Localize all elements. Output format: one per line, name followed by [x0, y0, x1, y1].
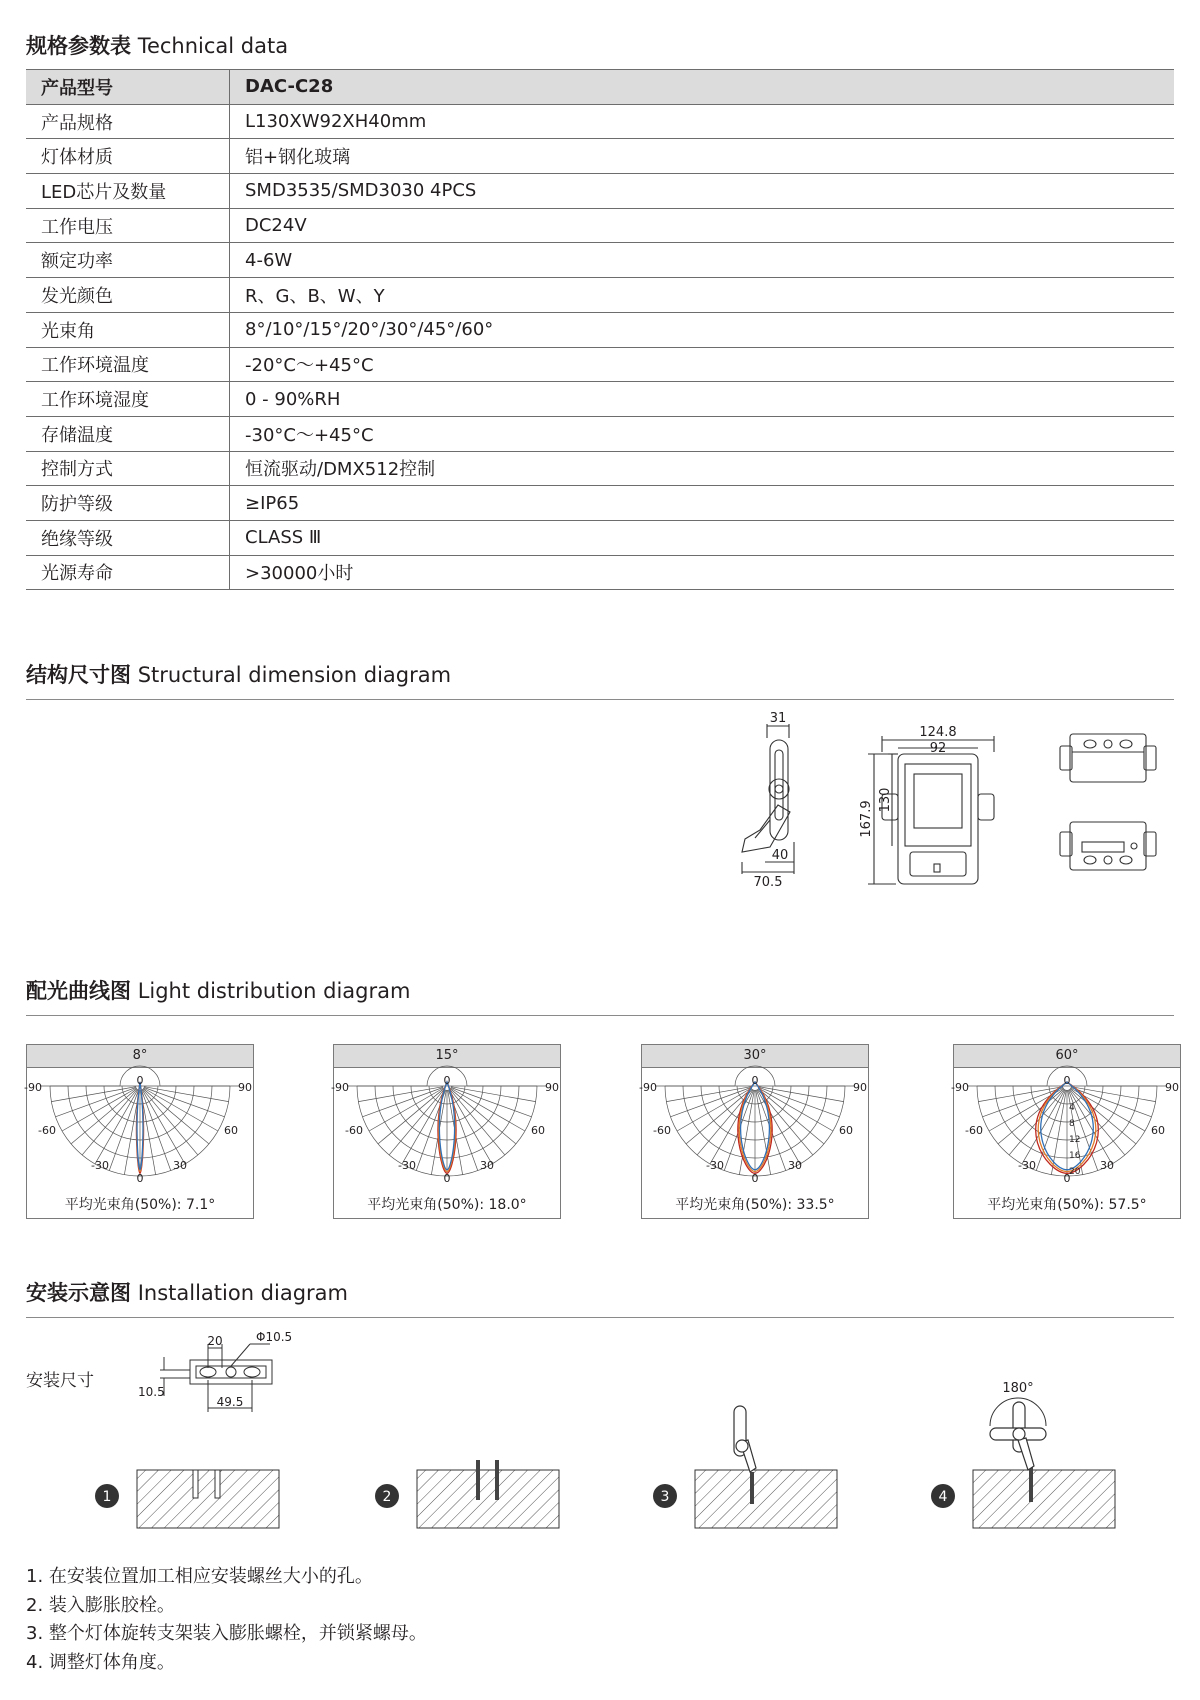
polar-axis-label: 90: [853, 1081, 867, 1094]
polar-axis-label: -90: [24, 1081, 42, 1094]
spec-section-title: [26, 30, 288, 60]
spec-value: 铝+钢化玻璃: [230, 139, 1175, 174]
polar-axis-label: 0: [1063, 1172, 1071, 1185]
spec-row: [26, 104, 1174, 139]
step-2-drawing: [375, 1460, 559, 1528]
polar-ring-label: 4: [1069, 1103, 1075, 1113]
polar-axis-label: 60: [1151, 1124, 1165, 1137]
spec-key: 工作环境温度: [26, 347, 230, 382]
spec-row: [26, 416, 1174, 451]
polar-axis-label: -30: [706, 1159, 724, 1172]
install-step-text: 3. 整个灯体旋转支架装入膨胀螺栓，并锁紧螺母。: [26, 1623, 427, 1644]
polar-axis-label: 30: [173, 1159, 187, 1172]
polar-angle-title: 60°: [954, 1045, 1180, 1068]
structure-title-en: Structural dimension diagram: [137, 663, 452, 687]
spec-key: 产品规格: [26, 104, 230, 139]
polar-chart: [24, 1068, 253, 1190]
spec-key: 防护等级: [26, 486, 230, 521]
spec-title-cn: 规格参数表: [26, 34, 131, 58]
angle-label: 180°: [1002, 1381, 1034, 1396]
bottom-view: [1060, 822, 1156, 870]
light-divider: [26, 1015, 1174, 1016]
install-title-cn: 安装示意图: [26, 1281, 131, 1305]
step-num-3: 3: [660, 1489, 670, 1505]
install-step-text: 4. 调整灯体角度。: [26, 1651, 175, 1673]
spec-row: [26, 486, 1174, 521]
spec-value: 恒流驱动/DMX512控制: [230, 451, 1175, 486]
spec-value: DAC-C28: [230, 70, 1175, 105]
spec-key: 发光颜色: [26, 278, 230, 313]
polar-avg-beam: 平均光束角(50%): 33.5°: [675, 1197, 835, 1213]
polar-axis-label: 30: [480, 1159, 494, 1172]
install-step-text: 2. 装入膨胀胶栓。: [26, 1594, 175, 1616]
dim-side-b2: 70.5: [753, 875, 783, 890]
dim-front-w1: 124.8: [919, 725, 957, 740]
spec-row: [26, 139, 1174, 174]
dim-inst-495: 49.5: [216, 1395, 244, 1409]
polar-axis-label: 90: [1165, 1081, 1179, 1094]
dim-inst-20: 20: [207, 1334, 223, 1348]
spec-key: LED芯片及数量: [26, 174, 230, 209]
spec-row: [26, 451, 1174, 486]
polar-axis-label: 90: [238, 1081, 252, 1094]
structure-drawing: [720, 712, 1180, 922]
polar-axis-label: -90: [639, 1081, 657, 1094]
spec-row: [26, 312, 1174, 347]
spec-row: [26, 243, 1174, 278]
polar-panel: [333, 1044, 561, 1219]
spec-key: 工作环境湿度: [26, 382, 230, 417]
spec-value: CLASS Ⅲ: [230, 520, 1175, 555]
spec-title-en: Technical data: [137, 34, 289, 58]
dim-front-w2: 92: [929, 741, 947, 756]
light-section-title: [26, 975, 410, 1005]
spec-key: 工作电压: [26, 208, 230, 243]
spec-row: [26, 174, 1174, 209]
polar-chart: [951, 1068, 1180, 1190]
dim-front-h2: 130: [878, 787, 893, 813]
spec-value: SMD3535/SMD3030 4PCS: [230, 174, 1175, 209]
dim-inst-phi: Φ10.5: [256, 1330, 293, 1344]
dim-side-top: 31: [769, 711, 787, 726]
step-3-drawing: [653, 1406, 837, 1528]
spec-header-row: [26, 70, 1174, 105]
polar-axis-label: -60: [653, 1124, 671, 1137]
polar-axis-label: 90: [545, 1081, 559, 1094]
spec-key: 灯体材质: [26, 139, 230, 174]
light-title-cn: 配光曲线图: [26, 979, 131, 1003]
step-num-4: 4: [938, 1489, 948, 1505]
spec-value: L130XW92XH40mm: [230, 104, 1175, 139]
polar-axis-label: 60: [531, 1124, 545, 1137]
polar-chart: [639, 1068, 868, 1190]
install-section-title: [26, 1277, 348, 1307]
polar-axis-label: 0: [443, 1074, 451, 1087]
polar-axis-label: 0: [443, 1172, 451, 1185]
spec-row: [26, 208, 1174, 243]
polar-avg-beam: 平均光束角(50%): 18.0°: [367, 1197, 527, 1213]
spec-key: 光束角: [26, 312, 230, 347]
polar-axis-label: 60: [839, 1124, 853, 1137]
structure-divider: [26, 699, 1174, 700]
spec-key: 绝缘等级: [26, 520, 230, 555]
polar-axis-label: 60: [224, 1124, 238, 1137]
polar-ring-label: 20: [1069, 1167, 1081, 1177]
polar-axis-label: 0: [136, 1172, 144, 1185]
polar-panel: [953, 1044, 1181, 1219]
polar-axis-label: -90: [331, 1081, 349, 1094]
install-steps-drawing: [80, 1370, 1130, 1535]
dim-inst-105: 10.5: [138, 1385, 165, 1399]
spec-value: -30°C～+45°C: [230, 416, 1175, 451]
spec-key: 存储温度: [26, 416, 230, 451]
polar-panel: [26, 1044, 254, 1219]
spec-value: 4-6W: [230, 243, 1175, 278]
polar-axis-label: -90: [951, 1081, 969, 1094]
spec-table: [26, 69, 1174, 590]
polar-avg-beam: 平均光束角(50%): 7.1°: [64, 1197, 216, 1213]
polar-axis-label: -60: [38, 1124, 56, 1137]
spec-key: 光源寿命: [26, 555, 230, 590]
step-num-2: 2: [382, 1489, 392, 1505]
polar-axis-label: -30: [1018, 1159, 1036, 1172]
spec-value: ≥IP65: [230, 486, 1175, 521]
polar-angle-title: 15°: [334, 1045, 560, 1068]
polar-axis-label: 0: [751, 1172, 759, 1185]
light-title-en: Light distribution diagram: [137, 979, 411, 1003]
install-step-text: 1. 在安装位置加工相应安装螺丝大小的孔。: [26, 1566, 373, 1587]
spec-value: 0 - 90%RH: [230, 382, 1175, 417]
spec-key: 产品型号: [26, 70, 230, 105]
structure-section-title: [26, 659, 451, 689]
spec-row: [26, 520, 1174, 555]
install-title-en: Installation diagram: [137, 1281, 348, 1305]
polar-ring-label: 8: [1069, 1119, 1075, 1129]
spec-value: DC24V: [230, 208, 1175, 243]
dim-side-b1: 40: [771, 848, 789, 863]
polar-axis-label: 30: [788, 1159, 802, 1172]
spec-row: [26, 347, 1174, 382]
polar-panel: [641, 1044, 869, 1219]
polar-axis-label: -60: [345, 1124, 363, 1137]
spec-value: -20°C～+45°C: [230, 347, 1175, 382]
polar-axis-label: -30: [91, 1159, 109, 1172]
polar-axis-label: -30: [398, 1159, 416, 1172]
polar-axis-label: 0: [1063, 1074, 1071, 1087]
polar-avg-beam: 平均光束角(50%): 57.5°: [987, 1197, 1147, 1213]
spec-row: [26, 555, 1174, 590]
polar-axis-label: 0: [751, 1074, 759, 1087]
step-4-drawing: [931, 1381, 1115, 1528]
polar-angle-title: 30°: [642, 1045, 868, 1068]
install-size-label: 安装尺寸: [26, 1371, 94, 1391]
polar-axis-label: 30: [1100, 1159, 1114, 1172]
polar-chart: [331, 1068, 560, 1190]
spec-row: [26, 278, 1174, 313]
polar-axis-label: 0: [136, 1074, 144, 1087]
polar-ring-label: 12: [1069, 1135, 1081, 1145]
spec-key: 额定功率: [26, 243, 230, 278]
polar-axis-label: -60: [965, 1124, 983, 1137]
spec-value: R、G、B、W、Y: [230, 278, 1175, 313]
step-num-1: 1: [102, 1489, 112, 1505]
polar-angle-title: 8°: [27, 1045, 253, 1068]
spec-value: 8°/10°/15°/20°/30°/45°/60°: [230, 312, 1175, 347]
install-divider: [26, 1317, 1174, 1318]
step-1-drawing: [95, 1470, 279, 1528]
structure-title-cn: 结构尺寸图: [26, 663, 131, 687]
top-view: [1060, 734, 1156, 782]
spec-value: >30000小时: [230, 555, 1175, 590]
polar-ring-label: 16: [1069, 1151, 1081, 1161]
spec-key: 控制方式: [26, 451, 230, 486]
dim-front-h1: 167.9: [859, 800, 874, 838]
spec-row: [26, 382, 1174, 417]
